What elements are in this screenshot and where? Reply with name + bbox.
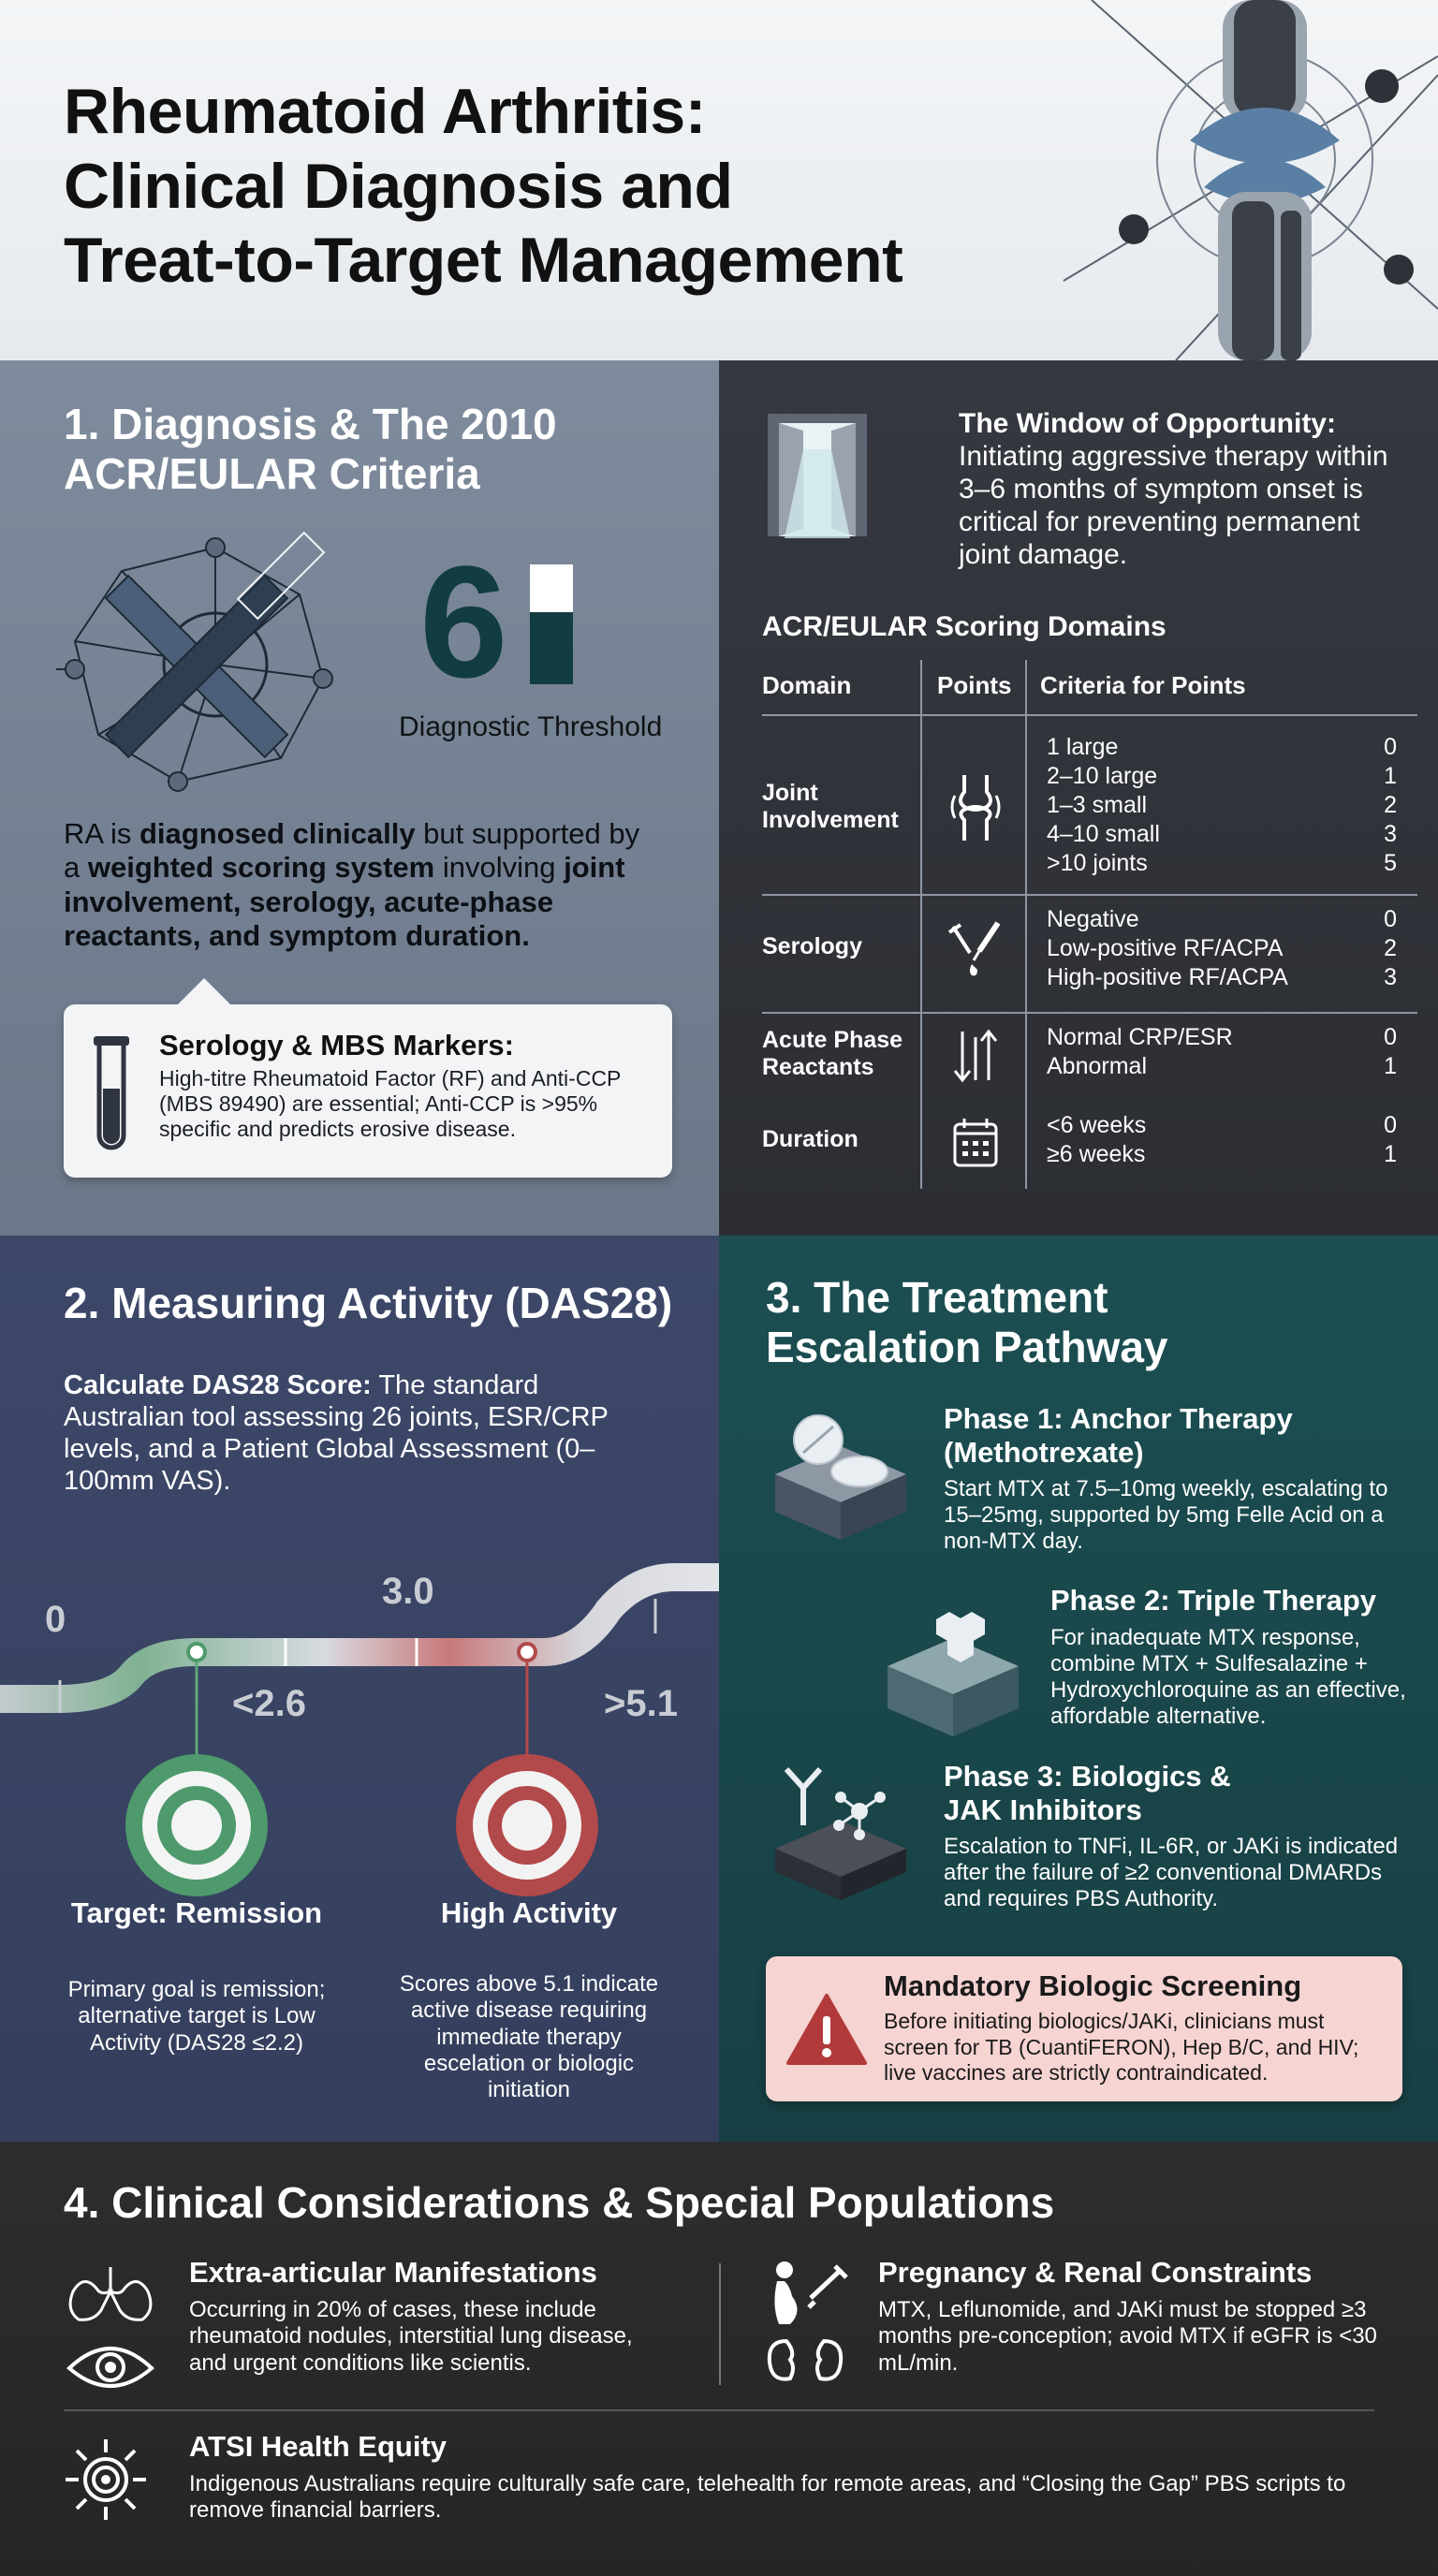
points-value: 1 (1384, 763, 1397, 789)
points-value: 0 (1384, 1024, 1397, 1050)
atsi-title: ATSI Health Equity (189, 2430, 448, 2463)
criteria-item: 1–3 small (1047, 792, 1147, 818)
section-das28 (0, 1236, 719, 2142)
phase-1-title-line-1: Phase 1: Anchor Therapy (944, 1402, 1293, 1435)
warning-icon (785, 1992, 869, 2067)
extra-articular-title: Extra-articular Manifestations (189, 2256, 597, 2289)
table-row (762, 1023, 1417, 1098)
criteria-item: Abnormal (1047, 1053, 1147, 1079)
domain-acute-phase: Acute Phase Reactants (762, 1027, 903, 1080)
diagnosis-description (64, 817, 663, 953)
scale-label-low: <2.6 (232, 1683, 306, 1724)
remission-title: Target: Remission (70, 1896, 323, 1929)
criteria-item: Normal CRP/ESR (1047, 1024, 1233, 1050)
remission-desc: Primary goal is remission; alternative target is Low Activity (DAS28 ≤2.2) (67, 1977, 326, 2056)
row-divider (762, 894, 1417, 896)
phase-2-title (1050, 1584, 1425, 1617)
pregnancy-kidney-icon (758, 2259, 852, 2390)
criteria-list (1047, 1023, 1233, 1081)
screening-alert (766, 1956, 1402, 2101)
syringe-icon (947, 919, 1004, 980)
domain-serology: Serology (762, 933, 862, 959)
desc-text-2: but supported by a (64, 817, 640, 885)
pregnancy-renal-text: MTX, Leflunomide, and JAKi must be stopped ≥3 months pre-conception; avoid MTX if eGFR is <30 mL/min. (878, 2297, 1377, 2376)
atsi-sun-icon (64, 2437, 148, 2522)
window-of-opportunity (959, 407, 1408, 571)
points-value: 5 (1384, 850, 1397, 876)
criteria-item: Negative (1047, 906, 1139, 932)
points-list (1341, 733, 1397, 878)
pill-box-icon (766, 1404, 916, 1544)
points-list (1341, 905, 1397, 992)
phase-1-text: Start MTX at 7.5–10mg weekly, escalating to 15–25mg, supported by 5mg Felle Acid on a non-MTX day. (944, 1476, 1388, 1555)
table-row (762, 733, 1417, 883)
points-value: 2 (1384, 935, 1397, 961)
points-value: 3 (1384, 964, 1397, 990)
section-treatment (719, 1236, 1438, 2142)
das28-desc-bold: Calculate DAS28 Score: (64, 1370, 372, 1400)
phase-3-title (944, 1760, 1412, 1826)
phase-2-text: For inadequate MTX response, combine MTX + Sulfesalazine + Hydroxychloroquine as an effective, affordable alternative. (1050, 1624, 1406, 1729)
criteria-list (1047, 905, 1288, 992)
table-row (762, 1111, 1417, 1186)
calendar-icon (947, 1117, 1004, 1169)
threshold-number: 6 (419, 534, 508, 711)
section3-title-line-2: Escalation Pathway (766, 1322, 1168, 1371)
domain-duration: Duration (762, 1126, 858, 1152)
phase-2-title-line-1: Phase 2: Triple Therapy (1050, 1584, 1377, 1617)
section3-title (766, 1273, 1168, 1372)
phase-2 (1050, 1584, 1425, 1730)
title-line-2: Clinical Diagnosis and (64, 150, 733, 222)
section2-title: 2. Measuring Activity (DAS28) (64, 1279, 673, 1327)
section-diagnosis (0, 360, 719, 1236)
window-title: The Window of Opportunity: (959, 408, 1336, 439)
phase-3 (944, 1760, 1412, 1913)
section4-divider-horizontal (64, 2409, 1374, 2411)
points-list (1341, 1111, 1397, 1169)
section1-title-line-2: ACR/EULAR Criteria (64, 448, 480, 498)
criteria-item: <6 weeks (1047, 1112, 1147, 1138)
points-value: 1 (1384, 1053, 1397, 1079)
section-considerations (0, 2142, 1438, 2576)
biologics-icon (766, 1755, 916, 1905)
high-activity-desc: Scores above 5.1 indicate active disease requiring immediate therapy escelation or biologic initiation (399, 1971, 659, 2103)
desc-bold-3: joint involvement, serology, acute-phase reactants, and symptom duration. (64, 851, 625, 952)
criteria-item: 2–10 large (1047, 763, 1158, 789)
pregnancy-renal (878, 2256, 1402, 2377)
phase-3-text: Escalation to TNFi, IL-6R, or JAKi is indicated after the failure of ≥2 conventional DMARDs and requires PBS Authority. (944, 1834, 1399, 1912)
das28-scale (0, 1460, 719, 1853)
desc-text-3: involving (434, 851, 565, 885)
section1-title-line-1: 1. Diagnosis & The 2010 (64, 400, 557, 448)
points-value: 0 (1384, 906, 1397, 932)
title-line-3: Treat-to-Target Management (64, 225, 903, 297)
lungs-eye-icon (64, 2263, 157, 2394)
acr-table (762, 660, 1417, 1167)
screening-title: Mandatory Biologic Screening (884, 1969, 1302, 2002)
table-row (762, 905, 1417, 1008)
header-criteria: Criteria for Points (1040, 671, 1246, 699)
desc-bold-1: diagnosed clinically (139, 817, 416, 850)
phase-1-title-line-2: (Methotrexate) (944, 1435, 1144, 1469)
scale-track (0, 1460, 719, 1853)
header (0, 0, 1438, 360)
open-door-icon (766, 412, 869, 538)
header-domain: Domain (762, 671, 852, 699)
table-header (762, 660, 1417, 716)
serology-card (64, 1004, 672, 1178)
threshold-label: Diagnostic Threshold (399, 711, 663, 742)
pregnancy-renal-title: Pregnancy & Renal Constraints (878, 2256, 1313, 2289)
arrows-icon (947, 1028, 1004, 1084)
desc-bold-2: weighted scoring system (87, 851, 435, 885)
scale-label-zero: 0 (45, 1599, 66, 1640)
criteria-item: 4–10 small (1047, 821, 1160, 847)
scale-label-high: >5.1 (604, 1683, 678, 1724)
desc-text-1: RA is (64, 817, 139, 850)
phase-1 (944, 1402, 1412, 1556)
criteria-item: 1 large (1047, 734, 1119, 760)
title-line-1: Rheumatoid Arthritis: (64, 76, 706, 147)
screening-text: Before initiating biologics/JAKi, clinicians must screen for TB (CuantiFERON), Hep B/C, and HIV; live vaccines are strictly contraindicated. (884, 2009, 1359, 2086)
window-text: Initiating aggressive therapy within 3–6 months of symptom onset is critical for preventing permanent joint damage. (959, 441, 1388, 571)
section3-title-line-1: 3. The Treatment (766, 1273, 1108, 1322)
acr-table-title: ACR/EULAR Scoring Domains (762, 611, 1167, 642)
high-activity-target-icon (452, 1750, 602, 1900)
points-value: 3 (1384, 821, 1397, 847)
points-value: 0 (1384, 734, 1397, 760)
serology-text: High-titre Rheumatoid Factor (RF) and Anti-CCP (MBS 89490) are essential; Anti-CCP is >95% specific and predicts erosive disease. (159, 1066, 621, 1142)
points-list (1341, 1023, 1397, 1081)
scale-label-mid: 3.0 (382, 1571, 434, 1612)
points-value: 0 (1384, 1112, 1397, 1138)
criteria-network-icon (56, 520, 337, 800)
knee-joint-icon (951, 0, 1438, 360)
extra-articular-text: Occurring in 20% of cases, these include rheumatoid nodules, interstitial lung disease, and urgent conditions like scientis. (189, 2297, 633, 2376)
points-value: 1 (1384, 1141, 1397, 1167)
test-tube-icon (90, 1032, 133, 1154)
section1-title (64, 400, 557, 499)
phase-1-title (944, 1402, 1412, 1469)
atsi-text: Indigenous Australians require culturally safe care, telehealth for remote areas, and “Closing the Gap” PBS scripts to remove financial barriers. (189, 2471, 1346, 2524)
threshold-bar-icon (530, 564, 573, 684)
criteria-item: ≥6 weeks (1047, 1141, 1146, 1167)
header-points: Points (937, 671, 1012, 699)
section4-title: 4. Clinical Considerations & Special Populations (64, 2178, 1055, 2227)
phase-3-title-line-1: Phase 3: Biologics & (944, 1760, 1231, 1793)
criteria-item: Low-positive RF/ACPA (1047, 935, 1284, 961)
criteria-list (1047, 1111, 1146, 1169)
criteria-item: >10 joints (1047, 850, 1148, 876)
high-activity-title: High Activity (440, 1896, 618, 1929)
section4-divider (719, 2263, 721, 2385)
page-title (64, 75, 902, 299)
criteria-item: High-positive RF/ACPA (1047, 964, 1288, 990)
triple-cube-icon (878, 1601, 1028, 1741)
extra-articular (189, 2256, 676, 2377)
row-divider (762, 1012, 1417, 1014)
domain-joint: Joint Involvement (762, 780, 899, 833)
phase-3-title-line-2: JAK Inhibitors (944, 1793, 1142, 1826)
points-value: 2 (1384, 792, 1397, 818)
section-criteria-table (719, 360, 1438, 1236)
remission-target-icon (122, 1750, 271, 1900)
das28-desc-text: The standard Australian tool assessing 26 joints, ESR/CRP levels, and a Patient Global Assessment (0–100mm VAS). (64, 1370, 609, 1496)
joint-icon (947, 775, 1004, 841)
criteria-list (1047, 733, 1160, 878)
atsi-health-equity (189, 2430, 1369, 2525)
serology-title: Serology & MBS Markers: (159, 1029, 514, 1061)
